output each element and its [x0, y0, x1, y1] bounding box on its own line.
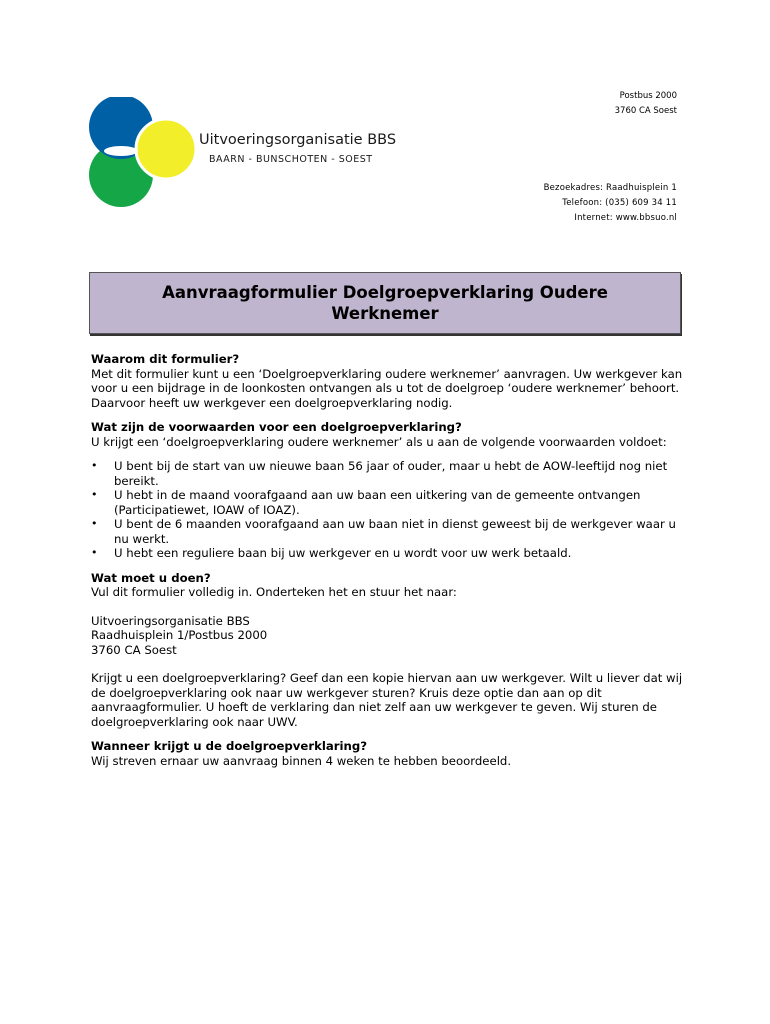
mail-address-line-1: Uitvoeringsorganisatie BBS — [91, 613, 250, 628]
form-instructions — [91, 352, 691, 768]
section-text-waarom: Met dit formulier kunt u een ‘Doelgroepverklaring oudere werknemer’ aanvragen. Uw werkgever kan voor u een bijdrage in de loonkosten ontvangen als u tot de doelgroep ‘oudere werknemer’ behoort. Daarvoor heeft uw werkgever een doelgroepverklaring nodig. — [91, 366, 683, 410]
mail-address-line-3: 3760 CA Soest — [91, 642, 177, 657]
mail-address-line-2: Raadhuisplein 1/Postbus 2000 — [91, 628, 268, 642]
bullet-icon: • — [91, 517, 98, 530]
postbus-line: Postbus 2000 — [619, 91, 677, 101]
form-title: Aanvraagformulier Doelgroepverklaring Oudere Werknemer — [162, 283, 608, 323]
bullet-icon: • — [91, 546, 98, 559]
phone-number: Telefoon: (035) 609 34 11 — [562, 198, 677, 208]
bullet-icon: • — [91, 488, 98, 501]
form-title-box — [89, 272, 681, 334]
logo-subtitle: BAARN - BUNSCHOTEN - SOEST — [209, 154, 373, 165]
list-item: • U bent de 6 maanden voorafgaand aan uw baan niet in dienst geweest bij de werkgever waar u nu werkt. — [91, 517, 676, 546]
visit-address: Bezoekadres: Raadhuisplein 1 — [543, 183, 677, 193]
section-text-kopie: Krijgt u een doelgroepverklaring? Geef dan een kopie hiervan aan uw werkgever. Wilt u liever dat wij de doelgroepverklaring ook naar uw werkgever sturen? Kruis deze optie dan aan op dit aanvraagformulier. U hoeft de verklaring dan niet zelf aan uw werkgever te geven. Wij sturen de doelgroepverklaring ook naar UWV. — [91, 671, 683, 729]
list-item: • U bent bij de start van uw nieuwe baan 56 jaar of ouder, maar u hebt de AOW-leeftijd nog niet bereikt. — [91, 459, 668, 488]
list-item: • U hebt een reguliere baan bij uw werkgever en u wordt voor uw werk betaald. — [91, 546, 572, 560]
circles-logo-icon — [88, 97, 198, 207]
section-heading-doen: Wat moet u doen? — [91, 570, 211, 585]
section-heading-wanneer: Wanneer krijgt u de doelgroepverklaring? — [91, 739, 368, 753]
bullet-icon: • — [91, 459, 98, 472]
section-text-doen: Vul dit formulier volledig in. Onderteken het en stuur het naar: — [91, 585, 457, 599]
conditions-list — [91, 459, 691, 561]
contact-details — [544, 181, 677, 226]
section-heading-voorwaarden: Wat zijn de voorwaarden voor een doelgroepverklaring? — [91, 420, 462, 434]
section-heading-waarom: Waarom dit formulier? — [91, 352, 240, 366]
postcode-line: 3760 CA Soest — [614, 106, 677, 116]
postal-address — [615, 89, 677, 119]
logo-title: Uitvoeringsorganisatie BBS — [199, 132, 397, 148]
section-text-voorwaarden-intro: U krijgt een ‘doelgroepverklaring oudere werknemer’ als u aan de volgende voorwaarden voldoet: — [91, 434, 667, 449]
organisation-logo — [88, 97, 408, 207]
website: Internet: www.bbsuo.nl — [574, 213, 677, 223]
list-item: • U hebt in de maand voorafgaand aan uw baan een uitkering van de gemeente ontvangen (Participatiewet, IOAW of IOAZ). — [91, 488, 641, 517]
section-text-wanneer: Wij streven ernaar uw aanvraag binnen 4 weken te hebben beoordeeld. — [91, 753, 512, 768]
